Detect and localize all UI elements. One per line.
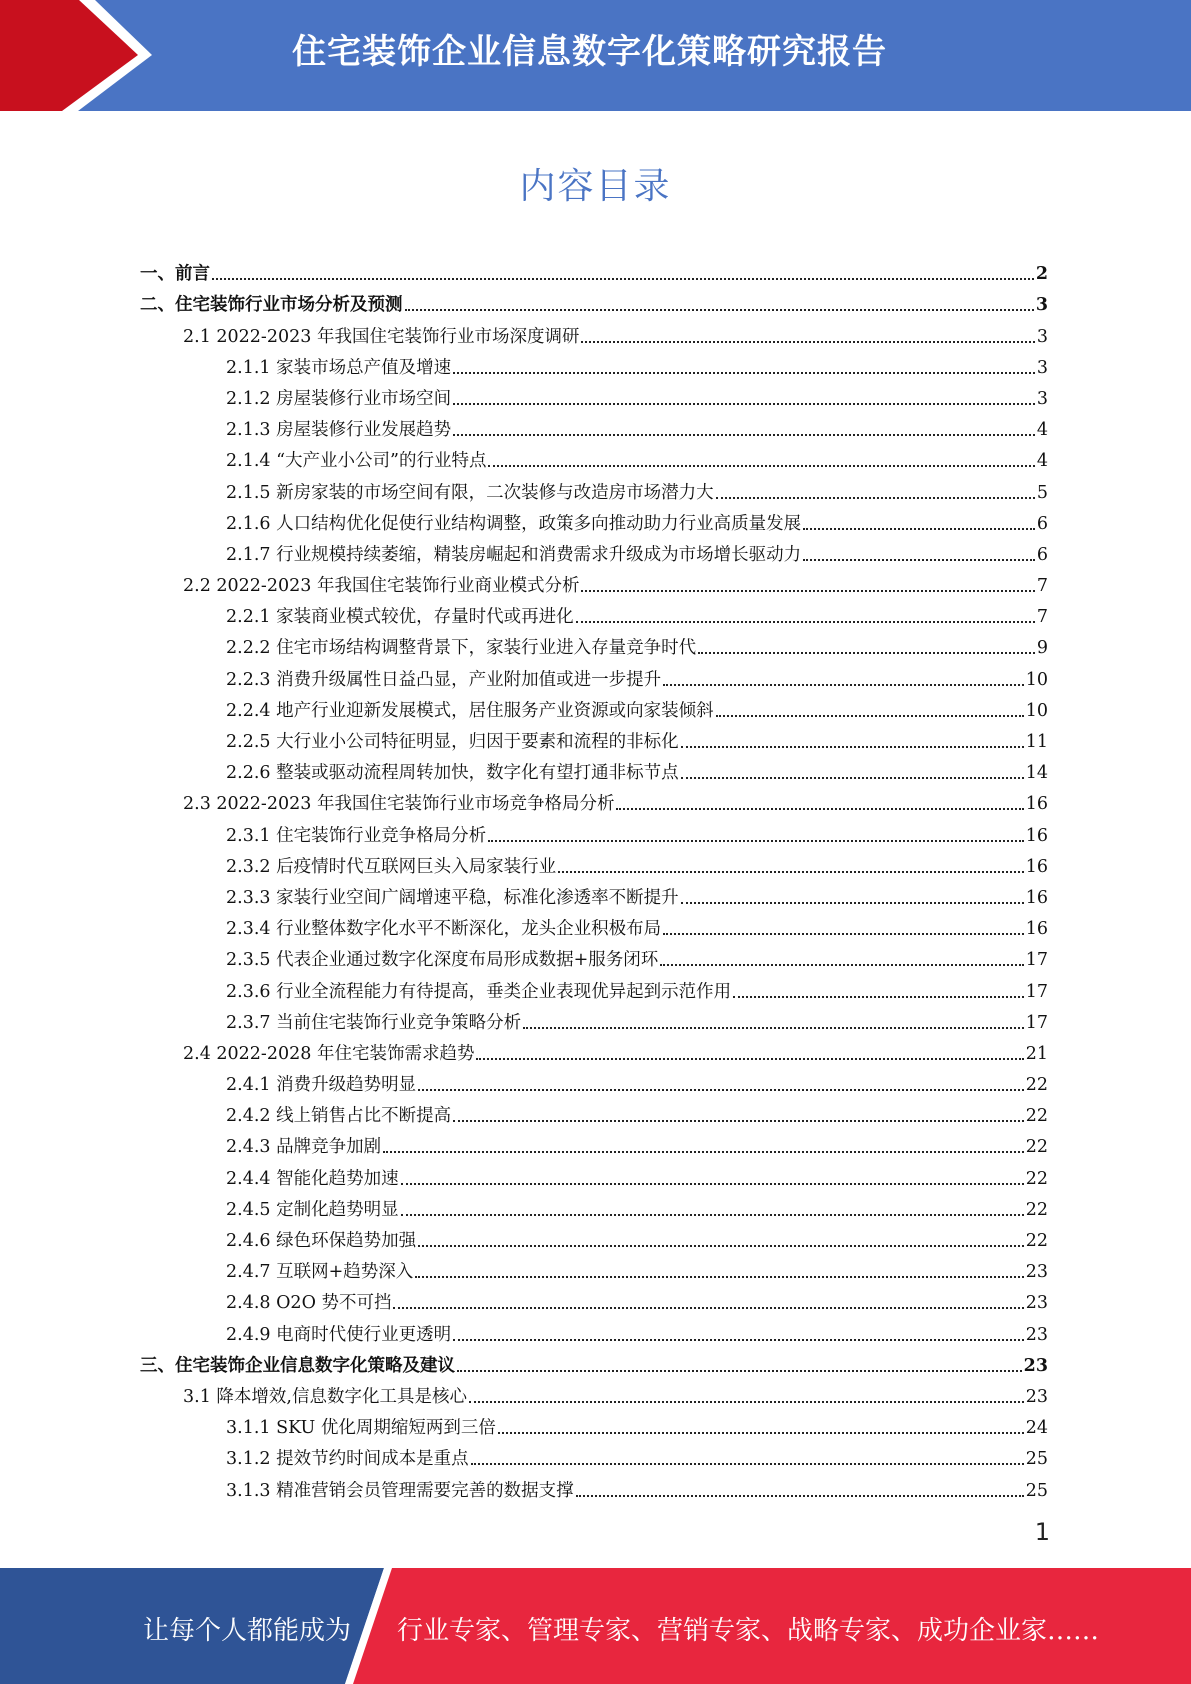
toc-entry-page: 22 [1025,1231,1048,1251]
toc-dot-leader [803,528,1035,530]
toc-entry[interactable] [140,659,1048,690]
footer-slogan-right: 行业专家、管理专家、营销专家、战略专家、成功企业家…… [397,1616,1100,1646]
toc-dot-leader [660,964,1023,966]
toc-entry-page: 3 [1036,388,1048,409]
toc-entry[interactable] [140,722,1048,753]
toc-entry-page: 23 [1025,1386,1048,1407]
toc-entry-page: 4 [1036,420,1048,441]
toc-dot-leader [581,341,1034,343]
toc-entry-page: 9 [1036,638,1048,659]
toc-entry[interactable] [140,691,1048,722]
toc-dot-leader [405,309,1034,311]
toc-entry-page: 10 [1025,700,1048,721]
toc-entry-title: 3.1.3 精准营销会员管理需要完善的数据支撑 [226,1480,574,1501]
toc-entry-title: 2.3.6 行业全流程能力有待提高，垂类企业表现优异起到示范作用 [226,981,732,1002]
toc-entry-title: 2.4.4 智能化趋势加速 [226,1168,399,1189]
toc-entry[interactable] [140,847,1048,878]
toc-dot-leader [453,434,1035,436]
toc-entry-title: 2.2.2 住宅市场结构调整背景下，家装行业进入存量竞争时代 [226,638,697,659]
toc-entry[interactable] [140,535,1048,566]
toc-dot-leader [803,559,1035,561]
toc-entry-page: 22 [1025,1168,1048,1189]
toc-entry-title: 2.4.1 消费升级趋势明显 [226,1075,417,1096]
toc-dot-leader [733,996,1024,998]
toc-dot-leader [681,777,1024,779]
toc-entry[interactable] [140,1377,1048,1408]
toc-entry[interactable] [140,348,1048,379]
report-footer [0,1568,1191,1684]
toc-entry-page: 10 [1025,669,1048,690]
toc-entry-page: 16 [1025,919,1048,940]
toc-dot-leader [393,1307,1023,1309]
toc-entry-page: 22 [1025,1199,1048,1220]
toc-entry[interactable] [140,1346,1048,1377]
toc-entry-page: 16 [1025,825,1048,846]
toc-entry-title: 3.1.2 提效节约时间成本是重点 [226,1449,469,1470]
toc-dot-leader [523,1027,1024,1029]
toc-entry-page: 25 [1025,1480,1048,1501]
toc-entry-title: 2.1.4 “大产业小公司”的行业特点 [226,451,487,472]
toc-entry[interactable] [140,1252,1048,1283]
toc-entry-page: 4 [1036,451,1048,472]
toc-entry[interactable] [140,316,1048,347]
toc-dot-leader [418,1089,1024,1091]
toc-entry[interactable] [140,1158,1048,1189]
toc-entry-title: 2.3.2 后疫情时代互联网巨头入局家装行业 [226,856,557,877]
toc-dot-leader [558,871,1024,873]
toc-entry-title: 3.1.1 SKU 优化周期缩短两到三倍 [226,1418,496,1439]
toc-entry[interactable] [140,1470,1048,1501]
toc-entry[interactable] [140,472,1048,503]
toc-entry[interactable] [140,753,1048,784]
toc-entry[interactable] [140,1283,1048,1314]
toc-dot-leader [716,497,1035,499]
toc-entry-title: 2.2.6 整装或驱动流程周转加快，数字化有望打通非标节点 [226,763,679,784]
toc-entry-page: 22 [1025,1075,1048,1096]
toc-dot-leader [663,933,1024,935]
toc-dot-leader [581,590,1034,592]
toc-dot-leader [663,684,1024,686]
toc-entry[interactable] [140,254,1048,285]
toc-entry-page: 5 [1036,482,1048,503]
toc-entry-title: 2.1.6 人口结构优化促使行业结构调整，政策多向推动助力行业高质量发展 [226,513,802,534]
toc-entry-title: 2.3 2022-2023 年我国住宅装饰行业市场竞争格局分析 [183,794,615,815]
report-header [0,0,1191,111]
toc-entry-page: 23 [1025,1293,1048,1314]
toc-dot-leader [716,715,1024,717]
toc-entry[interactable] [140,566,1048,597]
toc-entry-page: 3 [1035,295,1048,316]
toc-entry-title: 2.4.7 互联网+趋势深入 [226,1262,414,1283]
toc-entry-page: 17 [1025,950,1048,971]
toc-dot-leader [415,1276,1023,1278]
toc-dot-leader [453,1120,1024,1122]
toc-dot-leader [616,808,1023,810]
toc-entry-title: 3.1 降本增效,信息数字化工具是核心 [183,1386,467,1407]
toc-dot-leader [453,1339,1024,1341]
toc-entry-page: 25 [1025,1449,1048,1470]
toc-dot-leader [453,403,1035,405]
toc-entry-title: 2.3.3 家装行业空间广阔增速平稳，标准化渗透率不断提升 [226,887,679,908]
toc-entry-title: 2.3.5 代表企业通过数字化深度布局形成数据+服务闭环 [226,950,659,971]
toc-dot-leader [383,1151,1024,1153]
header-red-arrow [0,0,138,111]
toc-entry-title: 2.3.7 当前住宅装饰行业竞争策略分析 [226,1012,522,1033]
toc-entry-page: 11 [1025,732,1048,752]
toc-entry[interactable] [140,1221,1048,1252]
toc-dot-leader [681,746,1024,748]
toc-entry-page: 24 [1025,1418,1048,1439]
toc-entry[interactable] [140,878,1048,909]
toc-entry-page: 16 [1025,794,1048,815]
toc-entry[interactable] [140,1190,1048,1221]
toc-entry-page: 23 [1025,1262,1048,1283]
toc-entry-title: 2.4.5 定制化趋势明显 [226,1199,399,1220]
toc-entry[interactable] [140,1439,1048,1470]
toc-entry[interactable] [140,1408,1048,1439]
toc-entry-page: 2 [1035,264,1048,285]
toc-dot-leader [453,372,1035,374]
toc-entry[interactable] [140,504,1048,535]
toc-entry-title: 2.1.1 家装市场总产值及增速 [226,357,452,378]
toc-entry-title: 2.2 2022-2023 年我国住宅装饰行业商业模式分析 [183,576,580,597]
toc-entry-title: 2.2.3 消费升级属性日益凸显，产业附加值或进一步提升 [226,669,662,690]
toc-entry-page: 22 [1025,1106,1048,1127]
toc-dot-leader [476,1058,1023,1060]
toc-entry-title: 三、住宅装饰企业信息数字化策略及建议 [140,1355,455,1376]
table-of-contents [140,254,1048,1502]
toc-entry-title: 2.4.8 O2O 势不可挡 [226,1293,392,1314]
toc-entry[interactable] [140,971,1048,1002]
toc-entry-page: 7 [1036,607,1048,628]
toc-entry[interactable] [140,285,1048,316]
toc-entry-page: 17 [1025,981,1048,1002]
toc-entry-page: 16 [1025,887,1048,908]
toc-entry-title: 2.1.7 行业规模持续萎缩，精装房崛起和消费需求升级成为市场增长驱动力 [226,544,802,565]
toc-dot-leader [212,278,1034,280]
report-title: 住宅装饰企业信息数字化策略研究报告 [292,32,887,72]
toc-entry-title: 2.2.5 大行业小公司特征明显，归因于要素和流程的非标化 [226,732,679,752]
toc-entry[interactable] [140,441,1048,472]
toc-entry[interactable] [140,784,1048,815]
toc-entry-title: 2.4 2022-2028 年住宅装饰需求趋势 [183,1043,475,1064]
toc-entry[interactable] [140,1096,1048,1127]
toc-entry[interactable] [140,1003,1048,1034]
toc-dot-leader [498,1432,1024,1434]
toc-entry[interactable] [140,410,1048,441]
toc-dot-leader [576,1495,1024,1497]
toc-entry-title: 2.4.3 品牌竞争加剧 [226,1137,382,1158]
toc-entry-title: 一、前言 [140,264,210,285]
toc-entry-title: 2.2.1 家装商业模式较优，存量时代或再进化 [226,607,574,628]
toc-entry-title: 2.2.4 地产行业迎新发展模式，居住服务产业资源或向家装倾斜 [226,700,714,721]
toc-entry-page: 14 [1025,763,1048,784]
toc-entry-title: 2.3.4 行业整体数字化水平不断深化，龙头企业积极布局 [226,919,662,940]
toc-entry-page: 3 [1036,326,1048,347]
toc-entry-page: 16 [1025,856,1048,877]
toc-entry[interactable] [140,815,1048,846]
toc-dot-leader [401,1214,1024,1216]
toc-entry[interactable] [140,1127,1048,1158]
toc-dot-leader [471,1463,1024,1465]
toc-entry-title: 2.4.9 电商时代使行业更透明 [226,1324,452,1345]
toc-dot-leader [488,840,1024,842]
toc-entry[interactable] [140,379,1048,410]
toc-entry[interactable] [140,1034,1048,1065]
toc-entry-title: 2.1 2022-2023 年我国住宅装饰行业市场深度调研 [183,326,580,347]
toc-dot-leader [681,902,1024,904]
toc-entry-title: 2.1.3 房屋装修行业发展趋势 [226,420,452,441]
toc-dot-leader [401,1183,1024,1185]
toc-entry[interactable] [140,1314,1048,1345]
toc-entry[interactable] [140,628,1048,659]
toc-entry[interactable] [140,597,1048,628]
toc-dot-leader [418,1245,1024,1247]
toc-entry-title: 2.3.1 住宅装饰行业竞争格局分析 [226,825,487,846]
toc-entry[interactable] [140,909,1048,940]
toc-entry-page: 7 [1036,576,1048,597]
toc-entry-page: 23 [1025,1324,1048,1345]
toc-dot-leader [488,465,1034,467]
toc-dot-leader [576,621,1035,623]
toc-dot-leader [698,652,1035,654]
toc-entry[interactable] [140,1065,1048,1096]
toc-entry-page: 6 [1036,544,1048,565]
toc-entry-title: 2.1.5 新房家装的市场空间有限，二次装修与改造房市场潜力大 [226,482,714,503]
page-number: 1 [1034,1518,1050,1546]
toc-entry-title: 二、住宅装饰行业市场分析及预测 [140,295,403,316]
toc-entry-page: 6 [1036,513,1048,534]
toc-dot-leader [457,1370,1022,1372]
toc-heading: 内容目录 [519,166,672,207]
toc-entry-title: 2.4.6 绿色环保趋势加强 [226,1231,417,1251]
toc-entry-page: 3 [1036,357,1048,378]
toc-entry-title: 2.4.2 线上销售占比不断提高 [226,1106,452,1127]
toc-dot-leader [469,1401,1024,1403]
toc-entry-page: 17 [1025,1012,1048,1033]
toc-entry-page: 23 [1023,1355,1048,1376]
toc-entry-page: 21 [1025,1043,1048,1064]
toc-entry-title: 2.1.2 房屋装修行业市场空间 [226,388,452,409]
toc-entry[interactable] [140,940,1048,971]
footer-slogan-left: 让每个人都能成为 [143,1616,352,1646]
toc-entry-page: 22 [1025,1137,1048,1158]
